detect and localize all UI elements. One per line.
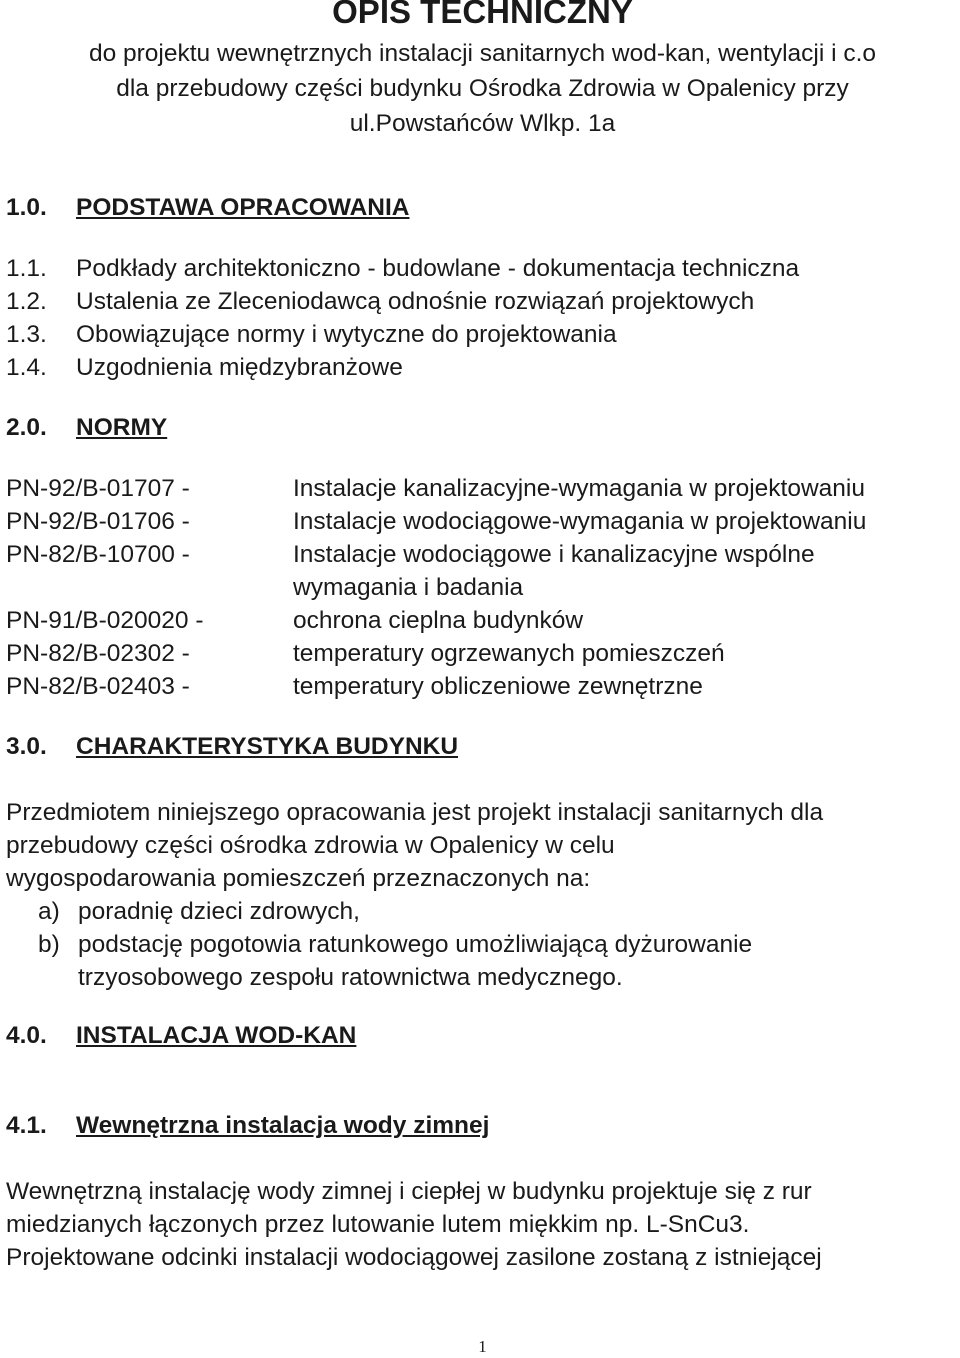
list-item — [6, 318, 799, 351]
section-heading-4 — [6, 1019, 356, 1052]
norm-description: Instalacje wodociągowe-wymagania w projektowaniu — [293, 508, 867, 535]
section-title: Wewnętrzna instalacja wody zimnej — [76, 1112, 490, 1139]
norm-code: PN-82/B-02302 - — [6, 640, 190, 667]
list-item — [6, 351, 799, 384]
section-title: NORMY — [76, 414, 168, 441]
list-item — [6, 928, 956, 961]
item-text: Obowiązujące normy i wytyczne do projektowania — [76, 321, 617, 348]
list-item — [6, 252, 799, 285]
item-number: 1.2. — [6, 288, 47, 315]
norm-row — [6, 604, 866, 637]
norm-code: PN-92/B-01706 - — [6, 508, 190, 535]
norm-code: PN-82/B-10700 - — [6, 541, 190, 568]
basis-list — [6, 252, 799, 384]
page-number: 1 — [478, 1337, 487, 1356]
norm-description: Instalacje kanalizacyjne-wymagania w projektowaniu — [293, 475, 865, 502]
item-text: Uzgodnienia międzybranżowe — [76, 354, 403, 381]
section-number: 4.1. — [6, 1112, 47, 1139]
subtitle-line: ul.Powstańców Wlkp. 1a — [349, 110, 616, 137]
norm-row — [6, 505, 866, 538]
list-text-continued: trzyosobowego zespołu ratownictwa medycznego. — [78, 964, 623, 991]
norm-row — [6, 637, 866, 670]
section-number: 3.0. — [6, 733, 47, 760]
paragraph-line: Projektowane odcinki instalacji wodociągowej zasilone zostaną z istniejącej — [6, 1244, 822, 1271]
section-heading-3 — [6, 730, 458, 763]
section-heading-1 — [6, 191, 409, 224]
paragraph-line: przebudowy części ośrodka zdrowia w Opalenicy w celu — [6, 832, 615, 859]
section-number: 1.0. — [6, 194, 47, 221]
list-label: a) — [38, 898, 60, 925]
item-number: 1.3. — [6, 321, 47, 348]
paragraph-line: Wewnętrzną instalację wody zimnej i ciepłej w budynku projektuje się z rur — [6, 1178, 812, 1205]
norm-description: Instalacje wodociągowe i kanalizacyjne wspólne — [293, 541, 815, 568]
list-text: podstację pogotowia ratunkowego umożliwiającą dyżurowanie — [78, 931, 753, 958]
water-installation-description — [6, 1175, 956, 1274]
paragraph-line: wygospodarowania pomieszczeń przeznaczonych na: — [6, 865, 591, 892]
norm-code: PN-91/B-020020 - — [6, 607, 204, 634]
document-title: OPIS TECHNICZNY — [332, 0, 633, 30]
item-text: Ustalenia ze Zleceniodawcą odnośnie rozwiązań projektowych — [76, 288, 755, 315]
norm-code: PN-82/B-02403 - — [6, 673, 190, 700]
subtitle-line: dla przebudowy części budynku Ośrodka Zdrowia w Opalenicy przy — [116, 75, 849, 102]
paragraph-line: miedzianych łączonych przez lutowanie lutem miękkim np. L-SnCu3. — [6, 1211, 750, 1238]
norm-description: temperatury ogrzewanych pomieszczeń — [293, 640, 725, 667]
norms-list — [6, 472, 866, 703]
subtitle-line: do projektu wewnętrznych instalacji sanitarnych wod-kan, wentylacji i c.o — [88, 40, 877, 67]
section-title: CHARAKTERYSTYKA BUDYNKU — [76, 733, 459, 760]
list-item — [6, 285, 799, 318]
norm-description: temperatury obliczeniowe zewnętrzne — [293, 673, 703, 700]
norm-row — [6, 472, 866, 505]
document-subtitle — [0, 36, 960, 141]
section-number: 4.0. — [6, 1022, 47, 1049]
norm-row — [6, 670, 866, 703]
item-number: 1.1. — [6, 255, 47, 282]
section-number: 2.0. — [6, 414, 47, 441]
item-number: 1.4. — [6, 354, 47, 381]
norm-code: PN-92/B-01707 - — [6, 475, 190, 502]
section-title: INSTALACJA WOD-KAN — [76, 1022, 357, 1049]
norm-description: ochrona cieplna budynków — [293, 607, 584, 634]
list-item — [6, 895, 956, 928]
norm-description-continued: wymagania i badania — [293, 574, 524, 601]
building-description — [6, 796, 956, 994]
list-label: b) — [38, 931, 60, 958]
section-heading-2 — [6, 411, 167, 444]
norm-row — [6, 538, 866, 604]
subsection-heading-4-1 — [6, 1109, 489, 1142]
section-title: PODSTAWA OPRACOWANIA — [76, 194, 410, 221]
paragraph-line: Przedmiotem niniejszego opracowania jest projekt instalacji sanitarnych dla — [6, 799, 824, 826]
list-text: poradnię dzieci zdrowych, — [78, 898, 360, 925]
item-text: Podkłady architektoniczno - budowlane - dokumentacja techniczna — [76, 255, 800, 282]
